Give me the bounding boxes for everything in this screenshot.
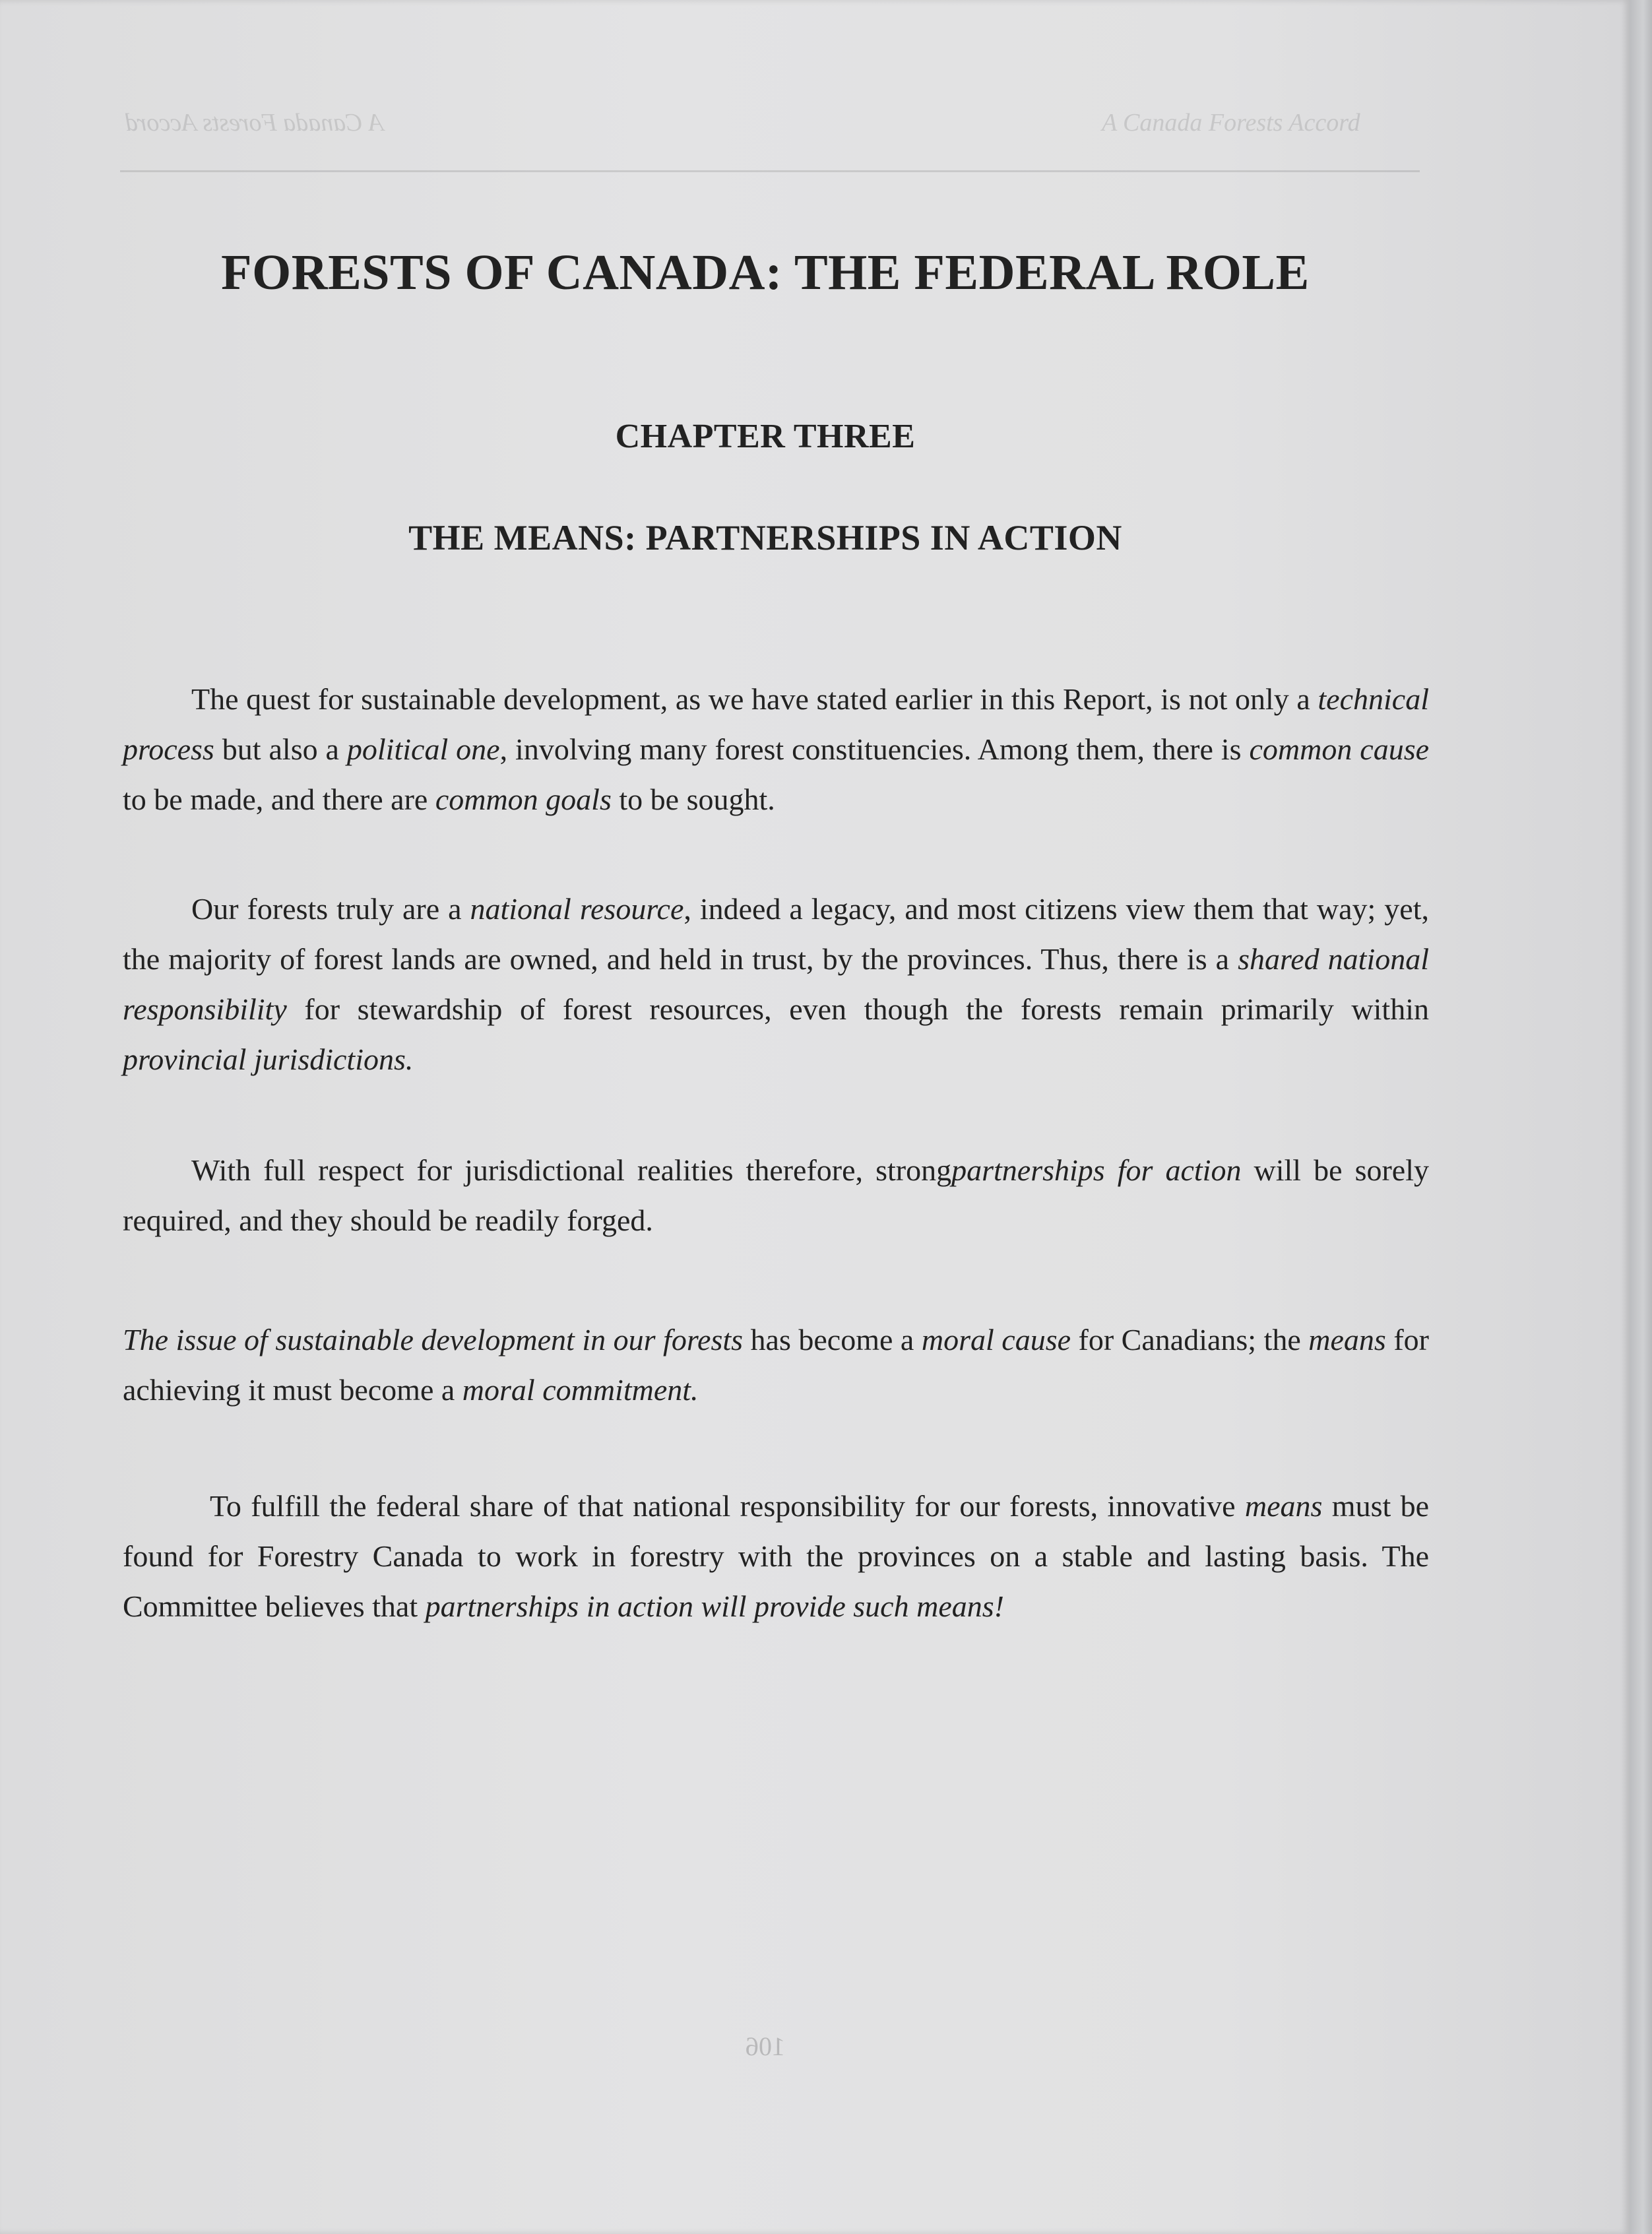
emphasis: moral commitment. bbox=[462, 1373, 699, 1407]
emphasis: The issue of sustainable development in our forests bbox=[123, 1323, 744, 1356]
running-header-right: A Canada Forests Accord bbox=[1102, 109, 1360, 137]
paragraph-3 bbox=[123, 1145, 1429, 1246]
emphasis: shared national responsibility bbox=[123, 942, 1430, 1026]
chapter-subtitle: THE MEANS: PARTNERSHIPS IN ACTION bbox=[408, 518, 1122, 558]
text: for Canadians; the bbox=[1071, 1323, 1309, 1356]
paragraph-2 bbox=[123, 884, 1429, 1085]
text: but also a bbox=[214, 732, 347, 766]
text: for stewardship of forest resources, even though the forests remain primarily within bbox=[286, 992, 1429, 1026]
emphasis: technical process bbox=[123, 682, 1429, 766]
text: has become a bbox=[743, 1323, 922, 1356]
chapter-heading: CHAPTER THREE bbox=[615, 418, 916, 455]
paragraph-5 bbox=[123, 1481, 1429, 1632]
text: for achieving it must become a bbox=[123, 1323, 1429, 1407]
emphasis: political one bbox=[346, 732, 500, 766]
emphasis: moral cause bbox=[921, 1323, 1071, 1356]
page-edge bbox=[1630, 0, 1652, 2234]
text: must be found for Forestry Canada to work in forestry with the provinces on a stable and lasting basis. The Committee believes that bbox=[123, 1489, 1429, 1623]
text: With full respect for jurisdictional realities therefore, strong bbox=[191, 1153, 952, 1187]
emphasis: partnerships for action bbox=[951, 1153, 1242, 1187]
text: The quest for sustainable development, as we have stated earlier in this Report, is not only a bbox=[191, 682, 1318, 716]
page-number: 106 bbox=[746, 2031, 785, 2061]
emphasis: means bbox=[1308, 1323, 1386, 1356]
paragraph-4 bbox=[123, 1315, 1429, 1415]
emphasis: national resource bbox=[470, 892, 684, 926]
text: to be sought. bbox=[611, 782, 775, 816]
emphasis: partnerships in action will provide such means! bbox=[425, 1589, 1004, 1623]
emphasis: means bbox=[1244, 1489, 1323, 1523]
text: To fulfill the federal share of that national responsibility for our forests, innovative bbox=[210, 1489, 1245, 1523]
header-rule bbox=[120, 170, 1420, 172]
running-header-left: A Canada Forests Accord bbox=[125, 109, 384, 137]
paragraph-1 bbox=[123, 674, 1429, 825]
text: , indeed a legacy, and most citizens view them that way; yet, the majority of forest lands are owned, and held in trust, by the provinces. Thus, there is a bbox=[123, 892, 1429, 976]
emphasis: common goals bbox=[435, 782, 612, 816]
emphasis: provincial jurisdictions. bbox=[123, 1042, 414, 1076]
emphasis: common cause bbox=[1249, 732, 1430, 766]
text: , involving many forest constituencies. Among them, there is bbox=[499, 732, 1250, 766]
text: will be sorely required, and they should be readily forged. bbox=[123, 1153, 1430, 1237]
text: Our forests truly are a bbox=[191, 892, 470, 926]
page-title: FORESTS OF CANADA: THE FEDERAL ROLE bbox=[221, 245, 1310, 300]
text: to be made, and there are bbox=[123, 782, 435, 816]
